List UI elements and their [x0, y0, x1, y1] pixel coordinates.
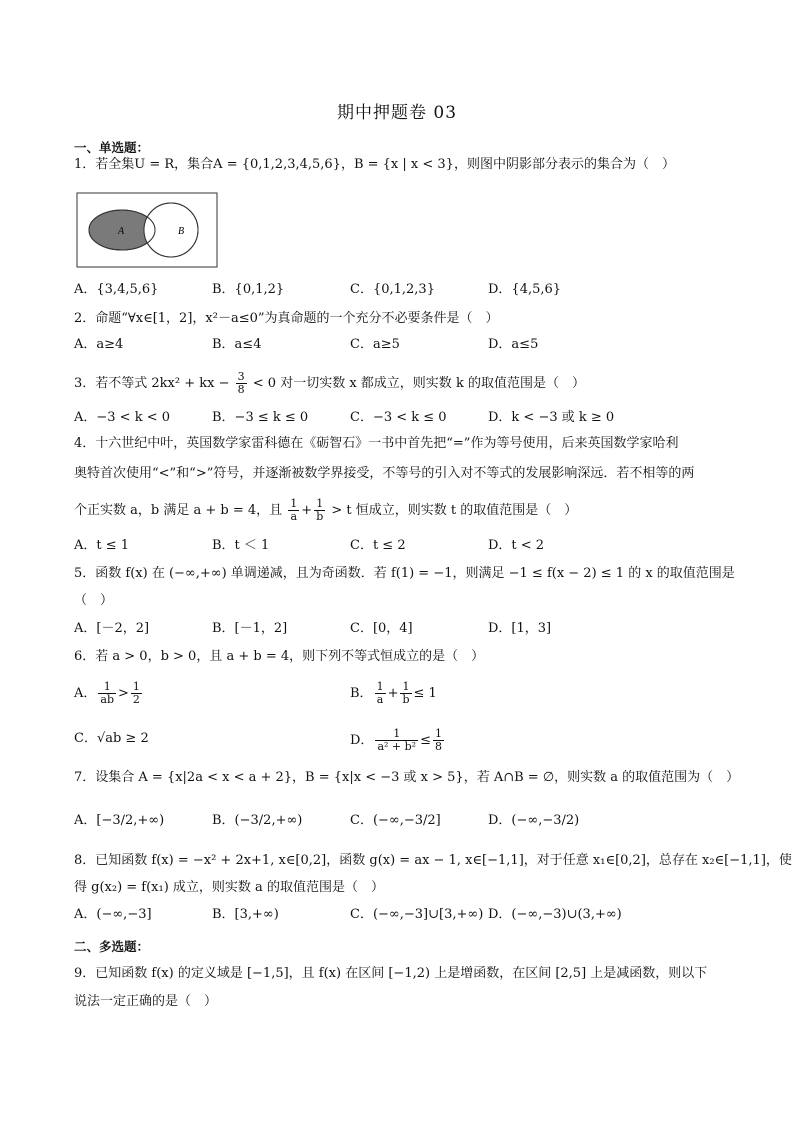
question-6-stem: 6．若 a > 0，b > 0，且 a + b = 4，则下列不等式恒成立的是（ ）	[74, 649, 485, 664]
option-a[interactable]: A．[−3/2,+∞)	[74, 813, 165, 828]
option-a[interactable]: A．t ≤ 1	[74, 538, 130, 553]
option-a[interactable]: A．[－2，2]	[74, 621, 150, 636]
q6-opt-d-rel: ≤	[420, 733, 431, 748]
q6-opt-d-frac2	[433, 728, 444, 753]
question-4-line-3	[74, 498, 724, 523]
option-a[interactable]: A．{3,4,5,6}	[74, 282, 159, 297]
option-c[interactable]: C．t ≤ 2	[350, 538, 406, 553]
question-9-line-1: 9．已知函数 f(x) 的定义域是 [−1,5]，且 f(x) 在区间 [−1,2) 上是增函数，在区间 [2,5] 上是减函数，则以下	[74, 966, 708, 981]
option-a[interactable]: A．−3 < k < 0	[74, 410, 171, 425]
q6-opt-d-frac	[375, 728, 418, 753]
option-d[interactable]: D．(−∞,−3)∪(3,+∞)	[488, 907, 622, 922]
question-1-options	[74, 279, 724, 301]
question-8-options	[74, 904, 724, 926]
option-c[interactable]: C．(−∞,−3]∪[3,+∞)	[350, 907, 484, 922]
question-1-stem: 1．若全集U = R，集合A = {0,1,2,3,4,5,6}，B = {x | x < 3}，则图中阴影部分表示的集合为（ ）	[74, 157, 675, 172]
question-3-options	[74, 407, 724, 429]
q4-line3-pre: 个正实数 a，b 满足 a + b = 4，且	[74, 503, 283, 518]
q6-opt-d-num2: 1	[434, 727, 442, 740]
q6-opt-b-label: B．	[350, 686, 373, 701]
q6-opt-d-num: 1	[375, 728, 418, 741]
q6-opt-a-num: 1	[98, 681, 116, 694]
q4-fraction-1a	[288, 498, 299, 523]
q6-opt-a-frac	[98, 681, 116, 706]
option-a[interactable]: A．(−∞,−3]	[74, 907, 152, 922]
question-8-line-1: 8．已知函数 f(x) = −x² + 2x+1, x∈[0,2]，函数 g(x) = ax − 1, x∈[−1,1]，对于任意 x₁∈[0,2]，总存在 x₂∈[−1,1]，使	[74, 853, 792, 868]
option-d[interactable]	[350, 728, 446, 753]
option-c[interactable]: C．√ab ≥ 2	[74, 731, 149, 746]
option-b[interactable]: B．−3 ≤ k ≤ 0	[212, 410, 309, 425]
q6-opt-a-rel: >	[118, 686, 129, 701]
option-c[interactable]: C．[0，4]	[350, 621, 413, 636]
option-d[interactable]: D．k < −3 或 k ≥ 0	[488, 410, 615, 425]
option-d[interactable]: D．{4,5,6}	[488, 282, 562, 297]
q6-opt-b-frac2	[400, 681, 411, 706]
q6-opt-b-rel: ≤ 1	[413, 686, 437, 701]
question-5-line-2: （ ）	[74, 593, 114, 608]
q6-opt-a-num2: 1	[132, 680, 140, 693]
option-d[interactable]: D．a≤5	[488, 337, 539, 352]
question-2-stem: 2．命题“∀x∈[1，2]，x²－a≤0”为真命题的一个充分不必要条件是（ ）	[74, 311, 499, 326]
question-3-stem	[74, 371, 724, 396]
question-8-line-2: 得 g(x₂) = f(x₁) 成立，则实数 a 的取值范围是（ ）	[74, 880, 384, 895]
q6-opt-a-den: ab	[100, 693, 114, 706]
option-b[interactable]: B．[3,+∞)	[212, 907, 279, 922]
q6-opt-b-den: a	[376, 693, 384, 706]
option-c[interactable]: C．−3 < k ≤ 0	[350, 410, 447, 425]
q6-opt-d-den2: 8	[434, 740, 442, 753]
venn-label-a: A	[118, 226, 125, 237]
q4-frac2-numerator: 1	[314, 498, 325, 511]
option-b[interactable]: B．[－1，2]	[212, 621, 288, 636]
option-d[interactable]: D．t < 2	[488, 538, 545, 553]
question-5-options	[74, 618, 724, 640]
q6-opt-b-num2: 1	[400, 681, 411, 694]
option-d[interactable]: D．[1，3]	[488, 621, 552, 636]
q4-frac1-denominator: a	[290, 510, 298, 523]
option-b[interactable]: B．{0,1,2}	[212, 282, 285, 297]
question-4-line-2: 奥特首次使用“<”和“>”符号，并逐渐被数学界接受，不等号的引入对不等式的发展影响深远．若不相等的两	[74, 466, 695, 481]
option-d[interactable]: D．(−∞,−3/2)	[488, 813, 580, 828]
q6-opt-a-den2: 2	[132, 693, 140, 706]
q3-stem-pre: 3．若不等式 2kx² + kx −	[74, 376, 230, 391]
venn-diagram	[76, 192, 218, 268]
option-c[interactable]: C．(−∞,−3/2]	[350, 813, 441, 828]
q4-frac2-denominator: b	[316, 510, 324, 523]
q3-stem-post: < 0 对一切实数 x 都成立，则实数 k 的取值范围是（ ）	[252, 376, 585, 391]
q4-fraction-1b	[314, 498, 325, 523]
question-7-options	[74, 810, 724, 832]
option-b[interactable]: B．(−3/2,+∞)	[212, 813, 303, 828]
option-c[interactable]: C．a≥5	[350, 337, 400, 352]
question-6-options-row-2	[74, 728, 724, 754]
q4-line3-post: > t 恒成立，则实数 t 的取值范围是（ ）	[331, 503, 578, 518]
q4-frac1-numerator: 1	[290, 497, 298, 510]
question-7-stem: 7．设集合 A = {x|2a < x < a + 2}，B = {x|x < −3 或 x > 5}，若 A∩B = ∅，则实数 a 的取值范围为（ ）	[74, 770, 740, 785]
q3-frac-numerator: 3	[237, 370, 245, 383]
question-6-options-row-1	[74, 681, 724, 707]
q6-opt-b-den2: b	[402, 693, 410, 706]
option-b[interactable]: B．a≤4	[212, 337, 262, 352]
question-4-line-1: 4．十六世纪中叶，英国数学家雷科德在《砺智石》一书中首先把“=”作为等号使用，后来英国数学家哈利	[74, 436, 679, 451]
venn-label-b: B	[178, 226, 185, 237]
q3-frac-denominator: 8	[237, 383, 245, 396]
section-multiple-choice: 二、多选题：	[74, 939, 150, 954]
q6-opt-d-den: a² + b²	[377, 740, 417, 753]
section-single-choice: 一、单选题：	[74, 140, 150, 155]
option-c[interactable]: C．{0,1,2,3}	[350, 282, 435, 297]
option-b[interactable]: B．t ＜ 1	[212, 538, 270, 553]
option-a[interactable]	[74, 681, 144, 706]
q6-opt-a-frac2	[131, 681, 142, 706]
q6-opt-d-label: D．	[350, 733, 374, 748]
q6-opt-a-label: A．	[74, 686, 97, 701]
option-b[interactable]	[350, 681, 437, 706]
page-title: 期中押题卷 03	[336, 103, 458, 123]
q6-opt-b-plus: +	[387, 686, 399, 701]
q3-fraction	[236, 371, 247, 396]
question-4-options	[74, 535, 724, 557]
q6-opt-b-frac	[375, 681, 386, 706]
question-9-line-2: 说法一定正确的是（ ）	[74, 994, 218, 1009]
option-a[interactable]: A．a≥4	[74, 337, 124, 352]
question-5-line-1: 5．函数 f(x) 在 (−∞,+∞) 单调递减，且为奇函数．若 f(1) = −1，则满足 −1 ≤ f(x − 2) ≤ 1 的 x 的取值范围是	[74, 566, 735, 581]
q6-opt-b-num: 1	[376, 680, 384, 693]
question-2-options	[74, 334, 724, 356]
q4-plus: +	[301, 503, 313, 518]
